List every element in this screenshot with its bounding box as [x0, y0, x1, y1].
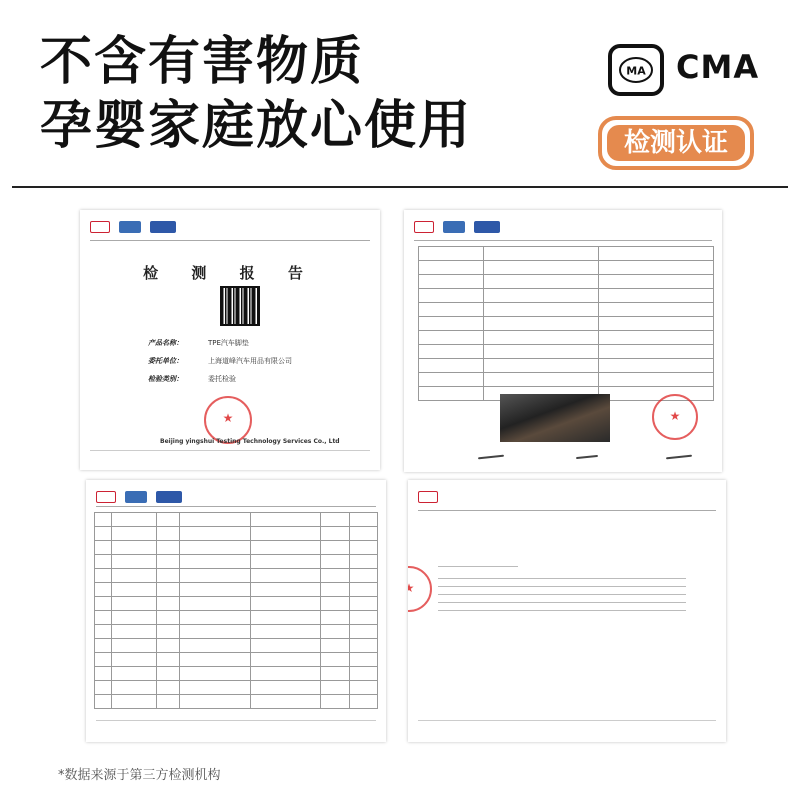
field-label: 检验类别：: [148, 375, 183, 383]
signature: [666, 455, 692, 460]
field-value: 上海道峰汽车用品有限公司: [208, 357, 292, 365]
accreditation-logos: [414, 216, 504, 230]
page-rule: [90, 450, 370, 451]
field-value: TPE汽车脚垫: [208, 339, 249, 347]
headline-line-1: 不含有害物质: [40, 32, 365, 92]
notice-heading-line: [438, 566, 518, 567]
official-seal: [652, 394, 698, 440]
test-results-table: [94, 512, 378, 709]
institution-name: Beijing yingshui Testing Technology Services Co., Ltd: [160, 438, 340, 445]
page-rule: [418, 510, 716, 511]
qr-code-icon: [220, 286, 260, 326]
signature: [478, 455, 504, 460]
report-title: 检 测 报 告: [143, 264, 317, 282]
notice-line: [438, 586, 686, 587]
ilac-logo-icon: [443, 221, 465, 233]
field-label: 委托单位：: [148, 357, 183, 365]
official-seal: [408, 566, 432, 612]
field-client: [148, 356, 292, 366]
accreditation-logos: [90, 216, 180, 230]
data-source-footnote: *数据来源于第三方检测机构: [58, 768, 221, 783]
ma-logo-icon: [418, 491, 438, 503]
cnas-logo-icon: [474, 221, 500, 233]
page-rule: [418, 720, 716, 721]
ma-logo-icon: [414, 221, 434, 233]
page-rule: [90, 240, 370, 241]
notice-line: [438, 578, 686, 579]
report-notice-page: [408, 480, 726, 742]
cma-badge: [608, 40, 768, 102]
field-value: 委托检验: [208, 375, 236, 383]
headline: [40, 30, 560, 158]
certification-tag: [598, 116, 754, 170]
ilac-logo-icon: [119, 221, 141, 233]
field-label: 产品名称：: [148, 339, 183, 347]
ma-logo-icon: [90, 221, 110, 233]
cma-mark-icon: [608, 44, 664, 96]
report-results-page: [86, 480, 386, 742]
official-seal: [204, 396, 252, 444]
notice-line: [438, 594, 686, 595]
signature: [576, 455, 598, 459]
sample-info-table: [418, 246, 714, 401]
notice-line: [438, 610, 686, 611]
header-divider: [12, 186, 788, 188]
certification-label: 检测认证: [607, 125, 745, 161]
cma-mark-text: MA: [626, 64, 646, 78]
field-inspection-type: [148, 374, 236, 384]
notice-line: [438, 602, 686, 603]
report-cover-page: [80, 210, 380, 470]
page-rule: [96, 506, 376, 507]
headline-line-2: 孕婴家庭放心使用: [40, 96, 473, 156]
report-info-page: [404, 210, 722, 472]
accreditation-logos: [418, 486, 442, 500]
accreditation-logos: [96, 486, 186, 500]
cnas-logo-icon: [150, 221, 176, 233]
ilac-logo-icon: [125, 491, 147, 503]
cnas-logo-icon: [156, 491, 182, 503]
sample-photo: [500, 394, 610, 442]
field-product-name: [148, 338, 249, 348]
page-rule: [414, 240, 712, 241]
cma-label: CMA: [676, 48, 760, 86]
page-rule: [96, 720, 376, 721]
ma-logo-icon: [96, 491, 116, 503]
